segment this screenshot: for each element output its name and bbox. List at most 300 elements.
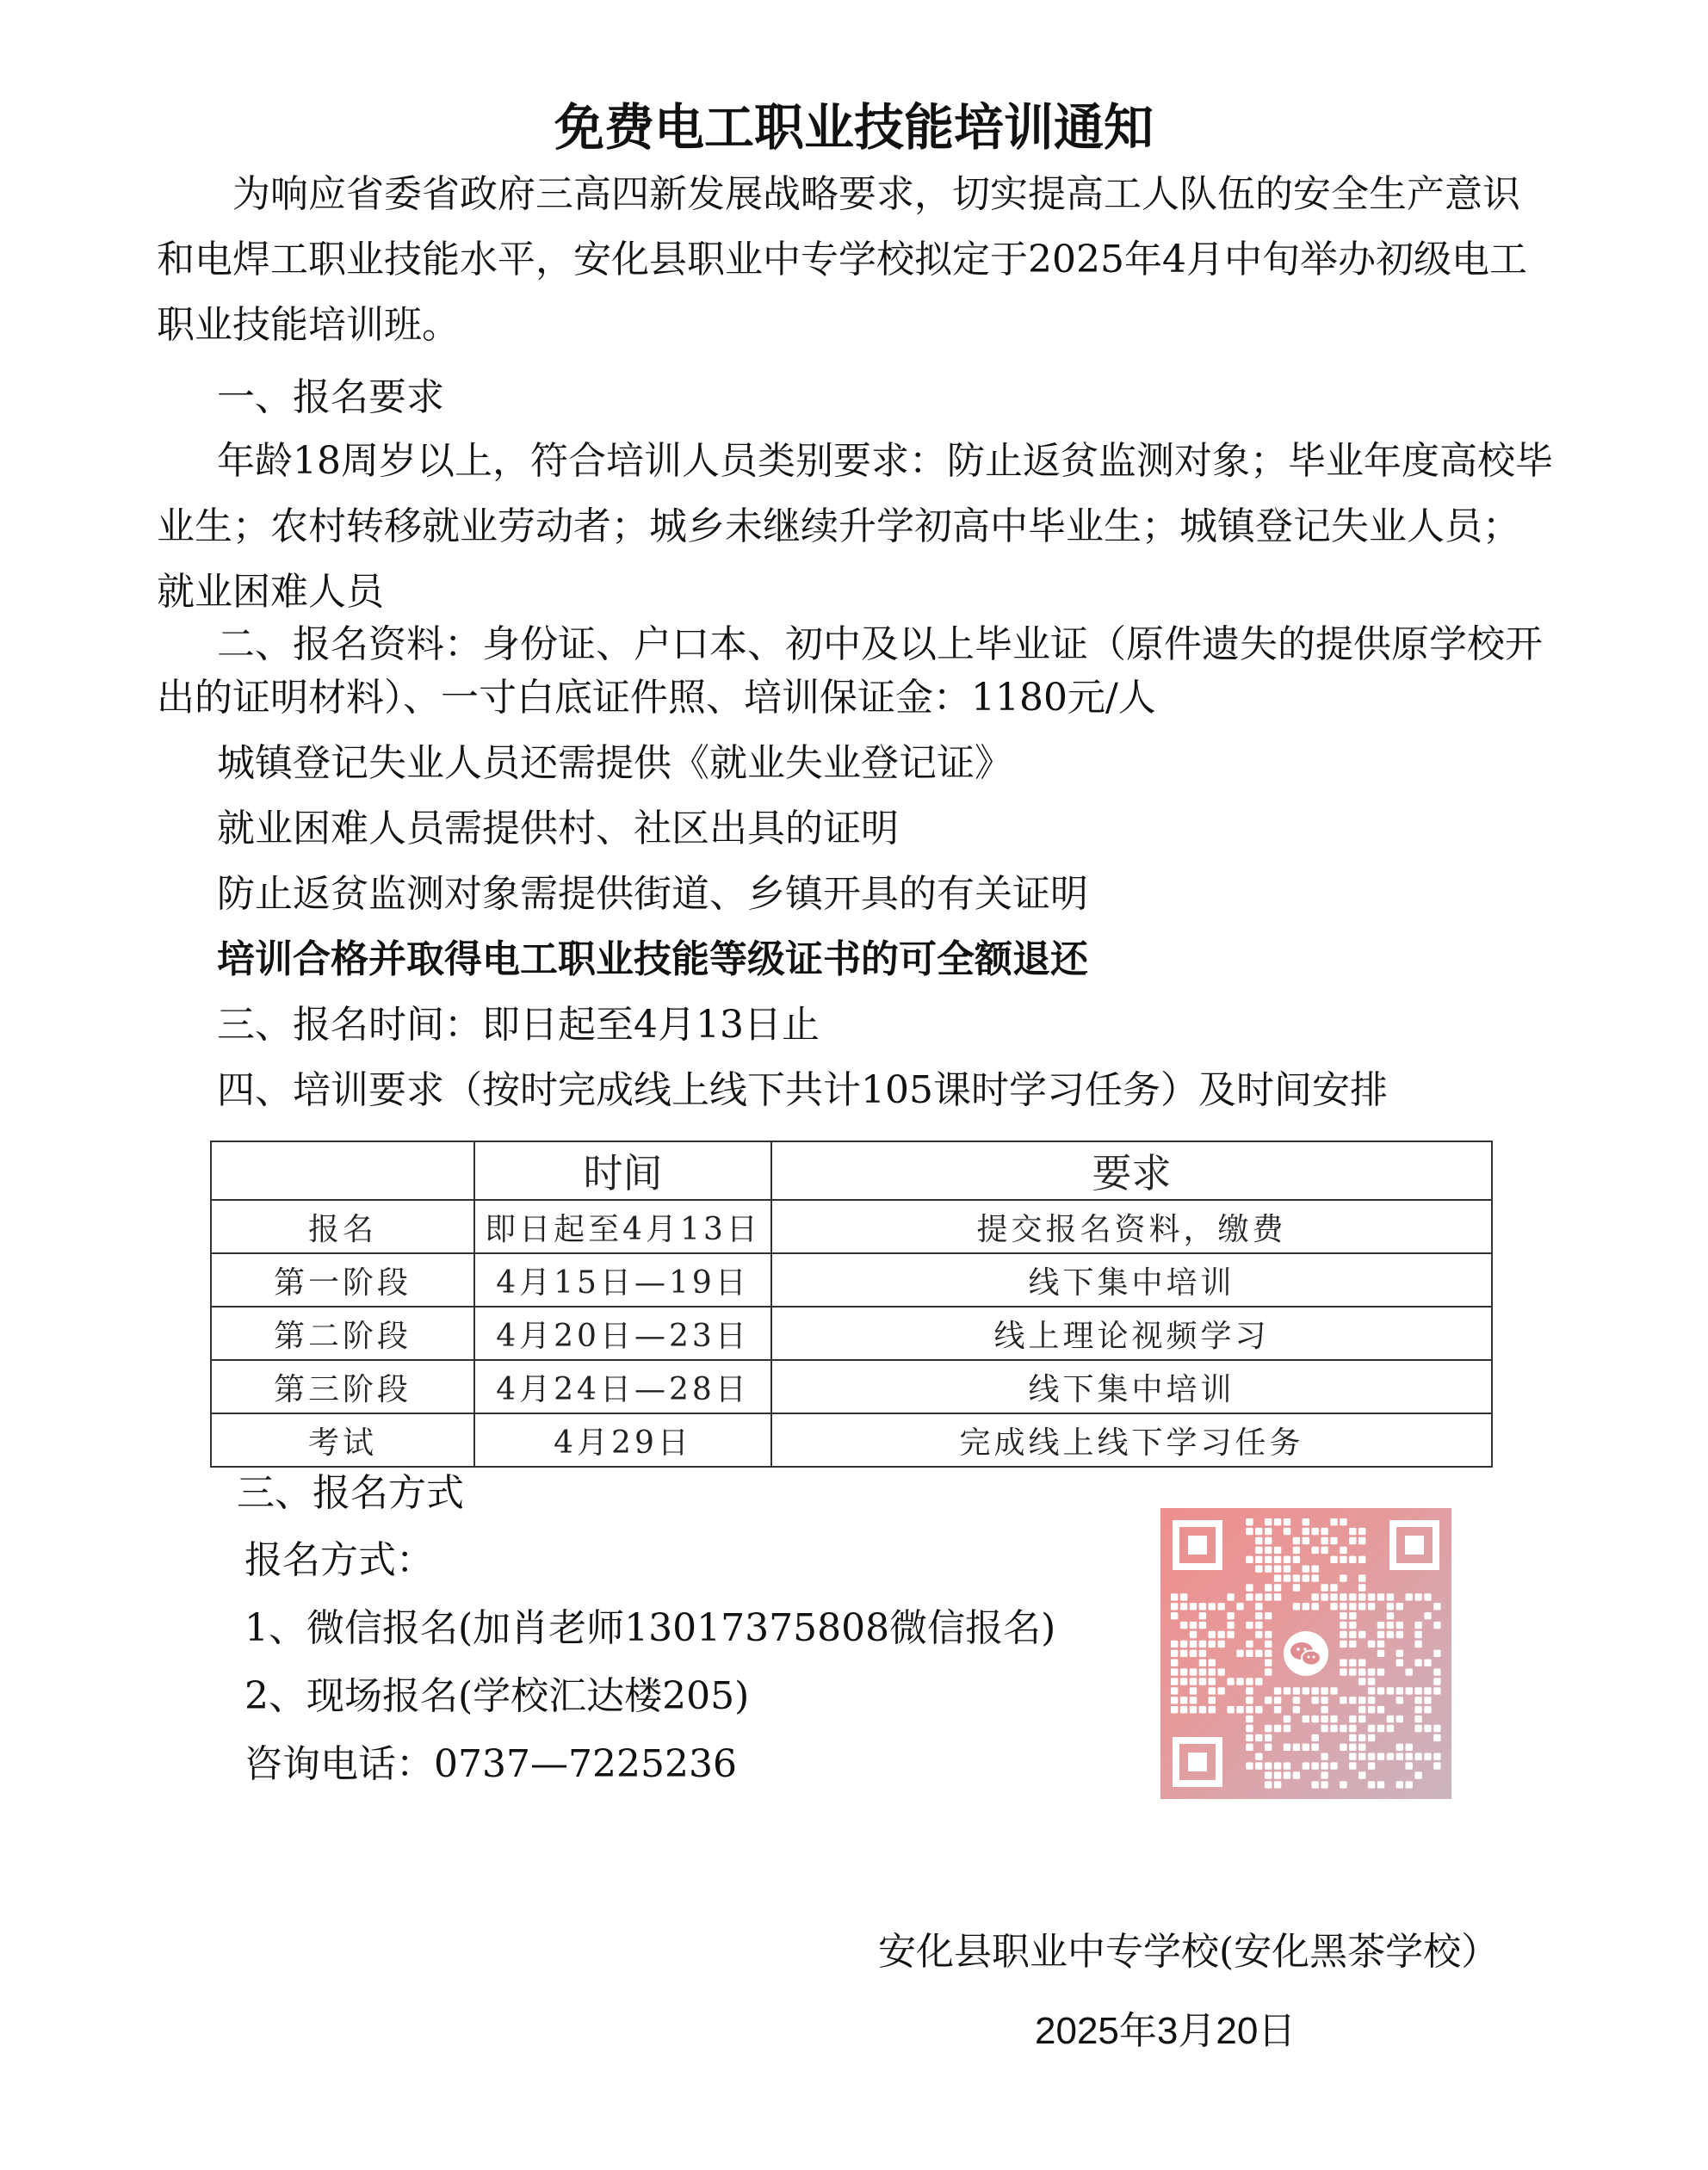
qr-module xyxy=(1246,1593,1253,1600)
qr-module xyxy=(1265,1641,1272,1648)
qr-module xyxy=(1265,1668,1272,1675)
qr-module xyxy=(1396,1660,1403,1666)
section1-heading: 一、报名要求 xyxy=(217,375,444,419)
qr-module xyxy=(1349,1603,1356,1610)
qr-module xyxy=(1406,1668,1413,1675)
qr-module xyxy=(1349,1753,1356,1760)
qr-module xyxy=(1358,1603,1365,1610)
qr-module xyxy=(1321,1771,1327,1778)
qr-module xyxy=(1433,1622,1440,1629)
signup-phone: 咨询电话：0737—7225236 xyxy=(244,1742,737,1786)
qr-module xyxy=(1218,1668,1225,1675)
qr-module xyxy=(1406,1762,1413,1769)
qr-module xyxy=(1274,1566,1281,1573)
qr-module xyxy=(1190,1650,1197,1657)
qr-module xyxy=(1246,1641,1253,1648)
qr-module xyxy=(1265,1566,1272,1573)
qr-module xyxy=(1255,1706,1262,1713)
qr-module xyxy=(1274,1771,1281,1778)
qr-module xyxy=(1227,1622,1234,1629)
qr-module xyxy=(1387,1612,1394,1619)
qr-module xyxy=(1312,1716,1319,1722)
qr-module xyxy=(1274,1584,1281,1591)
qr-module xyxy=(1246,1744,1253,1751)
qr-module xyxy=(1171,1687,1178,1694)
qr-module xyxy=(1349,1668,1356,1675)
qr-module xyxy=(1303,1518,1309,1525)
qr-module xyxy=(1209,1706,1216,1713)
intro-paragraph: 为响应省委省政府三高四新发展战略要求，切实提高工人队伍的安全生产意识和电焊工职业技能水平，安化县职业中专学校拟定于2025年4月中旬举办初级电工职业技能培训班。 xyxy=(157,172,1527,347)
table-row xyxy=(211,1360,1492,1413)
qr-module xyxy=(1396,1631,1403,1638)
qr-module xyxy=(1246,1706,1253,1713)
table-cell: 4月24日—28日 xyxy=(474,1360,771,1413)
qr-module xyxy=(1340,1660,1346,1666)
qr-module xyxy=(1180,1622,1187,1629)
table-row xyxy=(211,1307,1492,1360)
qr-module xyxy=(1340,1612,1346,1619)
qr-module xyxy=(1255,1603,1262,1610)
qr-module xyxy=(1330,1725,1337,1732)
qr-module xyxy=(1236,1603,1243,1610)
qr-module xyxy=(1368,1734,1375,1741)
qr-module xyxy=(1340,1631,1346,1638)
qr-module xyxy=(1368,1641,1375,1648)
qr-module xyxy=(1349,1716,1356,1722)
qr-module xyxy=(1246,1734,1253,1741)
qr-module xyxy=(1284,1518,1290,1525)
qr-module xyxy=(1303,1537,1309,1544)
qr-module xyxy=(1265,1734,1272,1741)
schedule-table xyxy=(210,1141,1493,1468)
qr-module xyxy=(1190,1706,1197,1713)
qr-module xyxy=(1387,1687,1394,1694)
table-cell: 第三阶段 xyxy=(211,1360,474,1413)
qr-module xyxy=(1265,1593,1272,1600)
qr-module xyxy=(1209,1603,1216,1610)
qr-module xyxy=(1349,1631,1356,1638)
qr-module xyxy=(1246,1687,1253,1694)
qr-module xyxy=(1396,1697,1403,1703)
qr-module xyxy=(1303,1574,1309,1581)
qr-module xyxy=(1368,1697,1375,1703)
qr-module xyxy=(1265,1744,1272,1751)
qr-module xyxy=(1340,1697,1346,1703)
qr-module xyxy=(1358,1668,1365,1675)
qr-module xyxy=(1340,1593,1346,1600)
qr-module xyxy=(1265,1697,1272,1703)
table-cell: 即日起至4月13日 xyxy=(474,1200,771,1253)
qr-module xyxy=(1414,1771,1421,1778)
qr-module xyxy=(1218,1603,1225,1610)
qr-module xyxy=(1274,1725,1281,1732)
qr-module xyxy=(1387,1603,1394,1610)
qr-module xyxy=(1218,1641,1225,1648)
section2-refund: 培训合格并取得电工职业技能等级证书的可全额退还 xyxy=(217,937,1088,981)
qr-module xyxy=(1368,1687,1375,1694)
qr-module xyxy=(1340,1641,1346,1648)
qr-module xyxy=(1265,1556,1272,1563)
qr-module xyxy=(1293,1706,1300,1713)
table-cell: 第一阶段 xyxy=(211,1253,474,1307)
table-cell: 考试 xyxy=(211,1413,474,1467)
qr-module xyxy=(1321,1528,1327,1535)
qr-module xyxy=(1368,1678,1375,1685)
wechat-qr-code xyxy=(1160,1508,1451,1799)
qr-module xyxy=(1180,1603,1187,1610)
qr-module xyxy=(1274,1697,1281,1703)
qr-module xyxy=(1377,1753,1384,1760)
qr-module xyxy=(1349,1612,1356,1619)
qr-module xyxy=(1303,1687,1309,1694)
qr-module xyxy=(1358,1716,1365,1722)
qr-module xyxy=(1424,1593,1431,1600)
qr-module xyxy=(1330,1537,1337,1544)
qr-module xyxy=(1349,1697,1356,1703)
qr-module xyxy=(1246,1725,1253,1732)
qr-module xyxy=(1330,1603,1337,1610)
qr-module xyxy=(1349,1622,1356,1629)
qr-module xyxy=(1340,1518,1346,1525)
qr-module xyxy=(1246,1650,1253,1657)
qr-module xyxy=(1255,1566,1262,1573)
qr-module xyxy=(1255,1734,1262,1741)
qr-module xyxy=(1255,1556,1262,1563)
qr-module xyxy=(1303,1528,1309,1535)
qr-module xyxy=(1265,1725,1272,1732)
qr-module xyxy=(1171,1603,1178,1610)
qr-module xyxy=(1199,1612,1206,1619)
qr-module xyxy=(1377,1631,1384,1638)
qr-module xyxy=(1358,1556,1365,1563)
qr-module xyxy=(1340,1781,1346,1788)
qr-module xyxy=(1349,1762,1356,1769)
qr-module xyxy=(1433,1762,1440,1769)
qr-module xyxy=(1414,1716,1421,1722)
qr-module xyxy=(1284,1762,1290,1769)
wechat-icon xyxy=(1284,1631,1328,1676)
qr-module xyxy=(1303,1744,1309,1751)
qr-module xyxy=(1396,1687,1403,1694)
qr-module xyxy=(1396,1622,1403,1629)
signup-label: 报名方式： xyxy=(244,1538,434,1582)
qr-module xyxy=(1321,1706,1327,1713)
qr-module xyxy=(1312,1603,1319,1610)
qr-module xyxy=(1406,1753,1413,1760)
qr-module xyxy=(1377,1641,1384,1648)
qr-module xyxy=(1209,1631,1216,1638)
qr-module xyxy=(1312,1574,1319,1581)
section1-body: 年龄18周岁以上，符合培训人员类别要求：防止返贫监测对象；毕业年度高校毕业生；农村转移就业劳动者；城乡未继续升学初高中毕业生；城镇登记失业人员；就业困难人员 xyxy=(157,439,1553,614)
qr-module xyxy=(1293,1687,1300,1694)
qr-module xyxy=(1199,1641,1206,1648)
qr-module xyxy=(1265,1518,1272,1525)
qr-module xyxy=(1190,1668,1197,1675)
qr-module xyxy=(1227,1593,1234,1600)
qr-module xyxy=(1433,1603,1440,1610)
qr-module xyxy=(1303,1566,1309,1573)
qr-module xyxy=(1330,1593,1337,1600)
qr-module xyxy=(1171,1650,1178,1657)
qr-module xyxy=(1180,1650,1187,1657)
qr-module xyxy=(1414,1706,1421,1713)
qr-module xyxy=(1424,1612,1431,1619)
qr-module xyxy=(1321,1716,1327,1722)
qr-module xyxy=(1265,1537,1272,1544)
qr-module xyxy=(1284,1744,1290,1751)
qr-module xyxy=(1284,1771,1290,1778)
qr-module xyxy=(1190,1697,1197,1703)
qr-module xyxy=(1209,1687,1216,1694)
signature-organization: 安化县职业中专学校(安化黑茶学校） xyxy=(878,1930,1500,1974)
qr-module xyxy=(1255,1547,1262,1554)
qr-module xyxy=(1358,1706,1365,1713)
qr-module xyxy=(1396,1744,1403,1751)
qr-module xyxy=(1358,1771,1365,1778)
qr-module xyxy=(1236,1650,1243,1657)
qr-module xyxy=(1227,1706,1234,1713)
qr-module xyxy=(1433,1734,1440,1741)
qr-module xyxy=(1209,1660,1216,1666)
qr-module xyxy=(1406,1687,1413,1694)
qr-module xyxy=(1358,1753,1365,1760)
qr-module xyxy=(1414,1753,1421,1760)
qr-module xyxy=(1312,1762,1319,1769)
qr-module xyxy=(1312,1687,1319,1694)
qr-module xyxy=(1293,1556,1300,1563)
qr-module xyxy=(1321,1687,1327,1694)
qr-module xyxy=(1180,1668,1187,1675)
table-cell: 线下集中培训 xyxy=(771,1360,1492,1413)
qr-module xyxy=(1265,1762,1272,1769)
table-cell: 报名 xyxy=(211,1200,474,1253)
qr-module xyxy=(1274,1547,1281,1554)
qr-module xyxy=(1265,1612,1272,1619)
qr-module xyxy=(1321,1753,1327,1760)
qr-module xyxy=(1368,1706,1375,1713)
qr-module xyxy=(1321,1547,1327,1554)
qr-module xyxy=(1312,1547,1319,1554)
qr-module xyxy=(1340,1603,1346,1610)
qr-module xyxy=(1414,1622,1421,1629)
qr-module xyxy=(1293,1584,1300,1591)
qr-module xyxy=(1209,1641,1216,1648)
qr-module xyxy=(1180,1641,1187,1648)
table-cell: 线下集中培训 xyxy=(771,1253,1492,1307)
qr-module xyxy=(1171,1678,1178,1685)
qr-module xyxy=(1246,1518,1253,1525)
qr-module xyxy=(1414,1725,1421,1732)
qr-module xyxy=(1358,1734,1365,1741)
qr-module xyxy=(1414,1660,1421,1666)
qr-module xyxy=(1414,1631,1421,1638)
table-header-cell: 时间 xyxy=(474,1141,771,1200)
qr-module xyxy=(1358,1528,1365,1535)
qr-module xyxy=(1255,1528,1262,1535)
signature-date: 2025年3月20日 xyxy=(1035,2010,1296,2052)
qr-module xyxy=(1199,1660,1206,1666)
qr-module xyxy=(1424,1697,1431,1703)
qr-module xyxy=(1424,1660,1431,1666)
qr-module xyxy=(1349,1744,1356,1751)
qr-module xyxy=(1209,1668,1216,1675)
qr-module xyxy=(1321,1584,1327,1591)
qr-module xyxy=(1246,1697,1253,1703)
qr-module xyxy=(1424,1687,1431,1694)
qr-module xyxy=(1209,1697,1216,1703)
qr-module xyxy=(1246,1528,1253,1535)
qr-module xyxy=(1387,1593,1394,1600)
section2-note-hardship: 就业困难人员需提供村、社区出具的证明 xyxy=(217,807,899,850)
qr-module xyxy=(1274,1706,1281,1713)
qr-module xyxy=(1368,1753,1375,1760)
qr-module xyxy=(1387,1725,1394,1732)
qr-module xyxy=(1293,1537,1300,1544)
qr-module xyxy=(1368,1781,1375,1788)
qr-module xyxy=(1255,1678,1262,1685)
qr-module xyxy=(1303,1762,1309,1769)
qr-module xyxy=(1274,1687,1281,1694)
qr-module xyxy=(1255,1650,1262,1657)
qr-module xyxy=(1349,1725,1356,1732)
qr-module xyxy=(1218,1631,1225,1638)
qr-module xyxy=(1312,1528,1319,1535)
qr-module xyxy=(1255,1631,1262,1638)
qr-module xyxy=(1265,1660,1272,1666)
qr-module xyxy=(1330,1687,1337,1694)
qr-module xyxy=(1246,1622,1253,1629)
qr-module xyxy=(1255,1612,1262,1619)
qr-module xyxy=(1199,1650,1206,1657)
qr-module xyxy=(1406,1744,1413,1751)
qr-module xyxy=(1377,1781,1384,1788)
qr-module xyxy=(1433,1668,1440,1675)
qr-module xyxy=(1171,1668,1178,1675)
qr-module xyxy=(1255,1622,1262,1629)
qr-module xyxy=(1433,1650,1440,1657)
qr-module xyxy=(1293,1574,1300,1581)
qr-module xyxy=(1171,1612,1178,1619)
qr-module xyxy=(1377,1668,1384,1675)
qr-module xyxy=(1387,1753,1394,1760)
qr-module xyxy=(1349,1556,1356,1563)
qr-module xyxy=(1312,1566,1319,1573)
signup-onsite: 2、现场报名(学校汇达楼205) xyxy=(244,1674,750,1718)
qr-module xyxy=(1274,1593,1281,1600)
qr-module xyxy=(1414,1593,1421,1600)
qr-module xyxy=(1274,1518,1281,1525)
qr-module xyxy=(1236,1706,1243,1713)
qr-module xyxy=(1190,1622,1197,1629)
qr-module xyxy=(1377,1650,1384,1657)
table-cell: 第二阶段 xyxy=(211,1307,474,1360)
qr-module xyxy=(1330,1584,1337,1591)
table-cell: 4月29日 xyxy=(474,1413,771,1467)
qr-module xyxy=(1246,1678,1253,1685)
section2-note-unemployed: 城镇登记失业人员还需提供《就业失业登记证》 xyxy=(217,741,1012,785)
qr-module xyxy=(1396,1716,1403,1722)
qr-module xyxy=(1227,1612,1234,1619)
qr-module xyxy=(1255,1537,1262,1544)
qr-module xyxy=(1312,1734,1319,1741)
qr-module xyxy=(1424,1725,1431,1732)
qr-module xyxy=(1293,1697,1300,1703)
qr-module xyxy=(1227,1631,1234,1638)
section2-note-poverty: 防止返贫监测对象需提供街道、乡镇开具的有关证明 xyxy=(217,872,1088,916)
qr-module xyxy=(1246,1584,1253,1591)
signup-wechat: 1、微信报名(加肖老师13017375808微信报名) xyxy=(244,1606,1056,1650)
qr-module xyxy=(1274,1574,1281,1581)
table-cell: 提交报名资料，缴费 xyxy=(771,1200,1492,1253)
qr-module xyxy=(1433,1687,1440,1694)
qr-module xyxy=(1199,1706,1206,1713)
qr-module xyxy=(1387,1631,1394,1638)
qr-module xyxy=(1265,1528,1272,1535)
qr-module xyxy=(1312,1781,1319,1788)
qr-module xyxy=(1265,1650,1272,1657)
section4-heading: 四、培训要求（按时完成线上线下共计105课时学习任务）及时间安排 xyxy=(217,1068,1388,1112)
qr-module xyxy=(1293,1771,1300,1778)
qr-module xyxy=(1330,1716,1337,1722)
qr-module xyxy=(1377,1593,1384,1600)
table-cell: 4月15日—19日 xyxy=(474,1253,771,1307)
table-cell: 4月20日—23日 xyxy=(474,1307,771,1360)
qr-module xyxy=(1293,1603,1300,1610)
table-row xyxy=(211,1200,1492,1253)
qr-module xyxy=(1180,1697,1187,1703)
qr-module xyxy=(1368,1725,1375,1732)
qr-module xyxy=(1246,1556,1253,1563)
qr-module xyxy=(1171,1697,1178,1703)
qr-module xyxy=(1274,1781,1281,1788)
qr-module xyxy=(1190,1641,1197,1648)
section2-body: 二、报名资料：身份证、户口本、初中及以上毕业证（原件遗失的提供原学校开出的证明材料）、一寸白底证件照、培训保证金：1180元/人 xyxy=(157,622,1543,720)
qr-module xyxy=(1265,1631,1272,1638)
qr-module xyxy=(1171,1660,1178,1666)
qr-module xyxy=(1265,1771,1272,1778)
qr-module xyxy=(1274,1556,1281,1563)
qr-module xyxy=(1358,1697,1365,1703)
qr-module xyxy=(1199,1603,1206,1610)
qr-module xyxy=(1433,1725,1440,1732)
qr-module xyxy=(1414,1641,1421,1648)
qr-module xyxy=(1358,1537,1365,1544)
qr-module xyxy=(1171,1641,1178,1648)
qr-module xyxy=(1255,1762,1262,1769)
qr-module xyxy=(1255,1753,1262,1760)
qr-module xyxy=(1312,1593,1319,1600)
qr-module xyxy=(1358,1678,1365,1685)
qr-module xyxy=(1218,1687,1225,1694)
qr-module xyxy=(1433,1678,1440,1685)
qr-module xyxy=(1349,1537,1356,1544)
qr-module xyxy=(1293,1744,1300,1751)
qr-module xyxy=(1377,1687,1384,1694)
qr-module xyxy=(1312,1697,1319,1703)
qr-module xyxy=(1321,1762,1327,1769)
qr-module xyxy=(1396,1781,1403,1788)
qr-module xyxy=(1349,1734,1356,1741)
qr-module xyxy=(1368,1762,1375,1769)
qr-module xyxy=(1406,1781,1413,1788)
qr-module xyxy=(1368,1668,1375,1675)
qr-module xyxy=(1414,1687,1421,1694)
qr-module xyxy=(1209,1678,1216,1685)
qr-module xyxy=(1284,1725,1290,1732)
table-header-cell xyxy=(211,1141,474,1200)
qr-module xyxy=(1377,1706,1384,1713)
table-header-row xyxy=(211,1141,1492,1200)
